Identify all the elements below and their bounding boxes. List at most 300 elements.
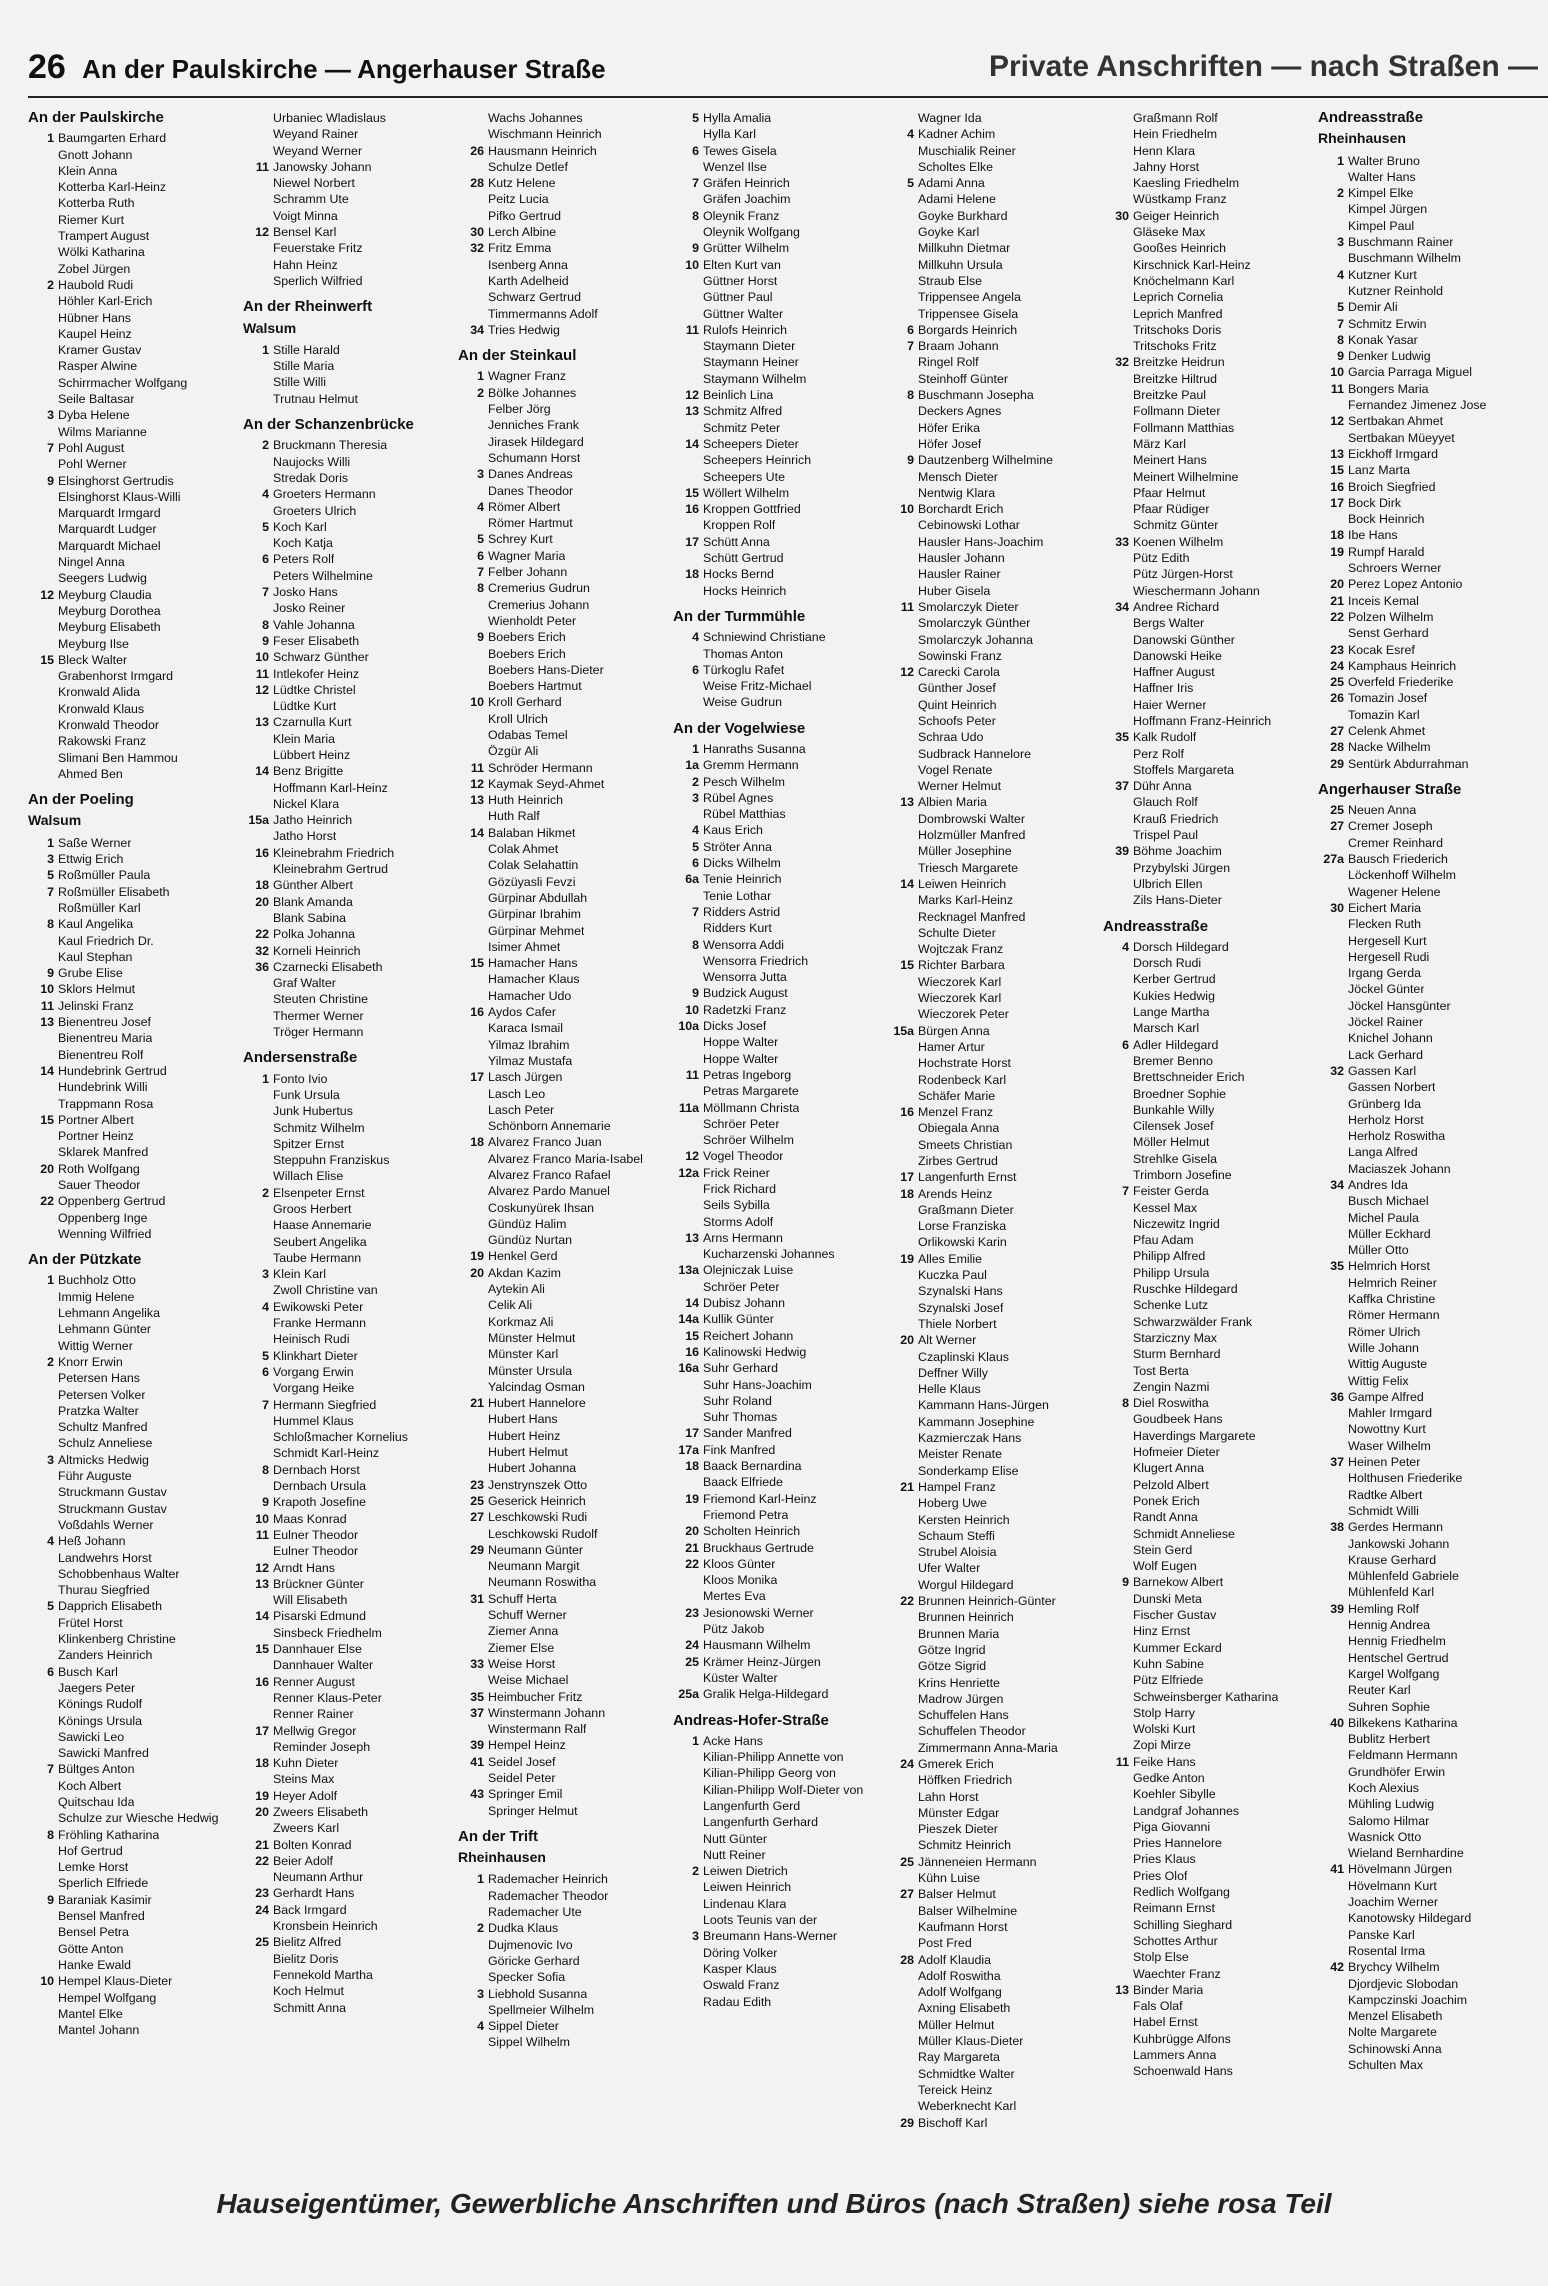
house-number: 12: [40, 587, 54, 602]
house-number: [1103, 1933, 1133, 1949]
resident-name: Pohl Werner: [58, 457, 127, 472]
resident-entry: [1318, 299, 1523, 315]
house-number: [673, 678, 703, 694]
resident-entry: [673, 1765, 878, 1781]
resident-name: Gräfen Heinrich: [703, 176, 790, 191]
resident-name: Waechter Franz: [1133, 1966, 1221, 1981]
resident-name: Seile Baltasar: [58, 392, 135, 407]
resident-entry: [888, 1512, 1093, 1528]
house-number: [1318, 1666, 1348, 1682]
resident-entry: [458, 841, 663, 857]
resident-entry: [673, 741, 878, 757]
house-number: 9: [692, 241, 699, 256]
resident-entry: [1103, 697, 1308, 713]
resident-name: Klein Karl: [273, 1267, 327, 1282]
resident-entry: [458, 1444, 663, 1460]
resident-entry: [1318, 316, 1523, 332]
resident-name: Ibe Hans: [1348, 528, 1398, 543]
resident-entry: [28, 916, 233, 932]
house-number: 12: [1330, 414, 1344, 429]
house-number: [28, 1435, 58, 1451]
house-number: [28, 1321, 58, 1337]
resident-name: Zengin Nazmi: [1133, 1379, 1210, 1394]
resident-name: Alles Emilie: [918, 1251, 983, 1266]
resident-name: Kaul Angelika: [58, 917, 134, 932]
resident-entry: [243, 208, 448, 224]
resident-entry: [458, 1134, 663, 1150]
resident-entry: [1318, 1030, 1523, 1046]
resident-name: Philipp Alfred: [1133, 1249, 1206, 1264]
resident-entry: [243, 1560, 448, 1576]
house-number: 11: [255, 159, 269, 174]
resident-name: Steuten Christine: [273, 992, 369, 1007]
house-number: [458, 1330, 488, 1346]
resident-name: Hylla Karl: [703, 127, 757, 142]
resident-entry: [888, 925, 1093, 941]
house-number: [1103, 1248, 1133, 1264]
resident-entry: [888, 566, 1093, 582]
house-number: [458, 727, 488, 743]
house-number: [1103, 1721, 1133, 1737]
house-number: [1103, 126, 1133, 142]
resident-entry: [1318, 201, 1523, 217]
resident-entry: [458, 110, 663, 126]
house-number: [673, 126, 703, 142]
resident-name: Wieczorek Karl: [918, 974, 1002, 989]
house-number: [888, 191, 918, 207]
house-number: 37: [470, 1705, 484, 1720]
resident-name: Schweinsberger Katharina: [1133, 1689, 1279, 1704]
resident-entry: [1318, 1063, 1523, 1079]
resident-name: Cremer Reinhard: [1348, 835, 1444, 850]
house-number: [673, 1831, 703, 1847]
resident-entry: [888, 1349, 1093, 1365]
resident-name: Hochstrate Horst: [918, 1056, 1011, 1071]
resident-entry: [1318, 1389, 1523, 1405]
house-number: [458, 808, 488, 824]
house-number: 21: [900, 1479, 914, 1494]
house-number: 1: [47, 1273, 54, 1288]
house-number: 15a: [248, 813, 269, 828]
house-number: [1103, 1542, 1133, 1558]
resident-name: Stille Maria: [273, 359, 335, 374]
house-number: [28, 212, 58, 228]
house-number: [28, 1096, 58, 1112]
resident-entry: [28, 1729, 233, 1745]
resident-entry: [1318, 981, 1523, 997]
resident-name: Kimpel Elke: [1348, 186, 1414, 201]
resident-entry: [28, 1177, 233, 1193]
resident-entry: [458, 1754, 663, 1770]
resident-entry: [458, 1167, 663, 1183]
house-number: [888, 469, 918, 485]
house-number: [1318, 1128, 1348, 1144]
house-number: 3: [477, 1986, 484, 2001]
house-number: [888, 289, 918, 305]
resident-entry: [1103, 1966, 1308, 1982]
resident-name: Perez Lopez Antonio: [1348, 577, 1463, 592]
house-number: [243, 975, 273, 991]
house-number: 15: [470, 956, 484, 971]
house-number: [458, 1118, 488, 1134]
house-number: [673, 1377, 703, 1393]
house-number: [1103, 485, 1133, 501]
house-number: [28, 1047, 58, 1063]
house-number: [28, 1875, 58, 1891]
house-number: [1103, 257, 1133, 273]
resident-name: Lammers Anna: [1133, 2048, 1217, 2063]
house-number: 35: [470, 1689, 484, 1704]
house-number: [1318, 1291, 1348, 1307]
resident-name: Hundebrink Gertrud: [58, 1063, 167, 1078]
resident-name: Koch Helmut: [273, 1984, 344, 1999]
resident-name: Frick Reiner: [703, 1165, 770, 1180]
resident-entry: [28, 900, 233, 916]
resident-entry: [243, 2000, 448, 2016]
house-number: [1318, 1226, 1348, 1242]
house-number: 8: [907, 388, 914, 403]
resident-name: Sonderkamp Elise: [918, 1463, 1019, 1478]
resident-entry: [1318, 250, 1523, 266]
resident-name: Jenniches Frank: [488, 418, 579, 433]
house-number: [1318, 2008, 1348, 2024]
resident-name: Ponek Erich: [1133, 1493, 1200, 1508]
house-number: 17: [470, 1070, 484, 1085]
house-number: [1103, 1314, 1133, 1330]
house-number: 20: [40, 1161, 54, 1176]
resident-entry: [673, 1230, 878, 1246]
resident-name: Ringel Rolf: [918, 355, 979, 370]
resident-entry: [673, 904, 878, 920]
resident-entry: [673, 273, 878, 289]
resident-name: Graf Walter: [273, 976, 336, 991]
resident-name: Richter Barbara: [918, 958, 1005, 973]
resident-name: Brunnen Heinrich-Günter: [918, 1594, 1056, 1609]
resident-entry: [888, 1626, 1093, 1642]
house-number: 43: [470, 1787, 484, 1802]
house-number: [243, 454, 273, 470]
resident-name: Menzel Elisabeth: [1348, 2009, 1443, 2024]
house-number: [243, 1168, 273, 1184]
resident-entry: [888, 436, 1093, 452]
resident-entry: [1103, 175, 1308, 191]
resident-entry: [888, 2049, 1093, 2065]
house-number: 29: [900, 2115, 914, 2130]
resident-entry: [28, 1696, 233, 1712]
resident-name: Hubert Johanna: [488, 1461, 577, 1476]
house-number: [888, 974, 918, 990]
house-number: [458, 1888, 488, 1904]
house-number: [28, 949, 58, 965]
house-number: 10: [685, 1002, 699, 1017]
resident-entry: [1318, 511, 1523, 527]
resident-entry: [243, 1527, 448, 1543]
resident-entry: [888, 126, 1093, 142]
resident-name: Rasper Alwine: [58, 359, 138, 374]
resident-entry: [1318, 2008, 1523, 2024]
resident-name: Jöckel Hansgünter: [1348, 998, 1451, 1013]
resident-entry: [888, 1495, 1093, 1511]
house-number: [1103, 892, 1133, 908]
resident-entry: [458, 2002, 663, 2018]
resident-name: Stolp Harry: [1133, 1705, 1195, 1720]
resident-name: Schmitz Wilhelm: [273, 1120, 365, 1135]
house-number: 41: [1330, 1862, 1344, 1877]
house-number: [243, 374, 273, 390]
resident-name: Janowsky Johann: [273, 159, 372, 174]
resident-entry: [1103, 354, 1308, 370]
resident-name: Schulte Dieter: [918, 925, 996, 940]
street-heading: An der Rheinwerft: [243, 298, 373, 316]
house-number: 14: [685, 1296, 699, 1311]
resident-name: Könings Rudolf: [58, 1697, 143, 1712]
resident-name: Isenberg Anna: [488, 257, 568, 272]
resident-entry: [243, 828, 448, 844]
resident-name: Ströter Anna: [703, 839, 772, 854]
resident-entry: [458, 1477, 663, 1493]
resident-name: Tritschoks Doris: [1133, 322, 1222, 337]
resident-entry: [28, 2022, 233, 2038]
resident-name: Sentürk Abdurrahman: [1348, 756, 1469, 771]
resident-name: Bergs Walter: [1133, 616, 1205, 631]
resident-entry: [1318, 756, 1523, 772]
resident-entry: [1318, 1275, 1523, 1291]
resident-entry: [673, 839, 878, 855]
resident-name: Trispel Paul: [1133, 828, 1198, 843]
resident-entry: [1318, 2057, 1523, 2073]
resident-entry: [243, 910, 448, 926]
resident-name: Sperlich Wilfried: [273, 273, 363, 288]
resident-entry: [673, 1132, 878, 1148]
resident-entry: [28, 949, 233, 965]
house-number: 12: [900, 665, 914, 680]
resident-entry: [458, 923, 663, 939]
resident-entry: [888, 159, 1093, 175]
resident-entry: [673, 1165, 878, 1181]
resident-entry: [28, 867, 233, 883]
house-number: 12: [470, 776, 484, 791]
resident-entry: [458, 808, 663, 824]
resident-entry: [458, 1656, 663, 1672]
resident-name: Randt Anna: [1133, 1510, 1198, 1525]
house-number: [458, 662, 488, 678]
house-number: [888, 680, 918, 696]
resident-entry: [673, 224, 878, 240]
resident-name: Beier Adolf: [273, 1853, 333, 1868]
resident-entry: [1103, 599, 1308, 615]
resident-entry: [1103, 1102, 1308, 1118]
resident-name: Wensorra Jutta: [703, 970, 787, 985]
resident-name: Oleynik Wolfgang: [703, 225, 800, 240]
house-number: [243, 1380, 273, 1396]
house-number: 10: [685, 257, 699, 272]
house-number: [888, 420, 918, 436]
house-number: [1103, 1656, 1133, 1672]
resident-name: Kaul Stephan: [58, 949, 133, 964]
resident-entry: [888, 1707, 1093, 1723]
resident-entry: [458, 727, 663, 743]
resident-name: Schirrmacher Wolfgang: [58, 375, 188, 390]
header-left-title: An der Paulskirche — Angerhauser Straße: [82, 54, 606, 84]
directory-column: [243, 110, 448, 2180]
house-number: 11: [685, 1067, 699, 1082]
resident-entry: [1103, 1379, 1308, 1395]
resident-entry: [1103, 1640, 1308, 1656]
house-number: 18: [685, 1459, 699, 1474]
resident-name: Lehmann Günter: [58, 1322, 151, 1337]
house-number: 11: [1115, 1754, 1129, 1769]
resident-name: Groeters Hermann: [273, 487, 376, 502]
house-number: [888, 892, 918, 908]
house-number: 16: [255, 1674, 269, 1689]
house-number: [1318, 625, 1348, 641]
resident-name: Neumann Roswitha: [488, 1575, 597, 1590]
resident-name: Gassen Norbert: [1348, 1080, 1436, 1095]
resident-name: Suhren Sophie: [1348, 1699, 1430, 1714]
resident-entry: [458, 776, 663, 792]
resident-entry: [1318, 835, 1523, 851]
district-heading: Rheinhausen: [458, 1849, 546, 1866]
resident-name: Zweers Elisabeth: [273, 1804, 369, 1819]
resident-name: Bruckhaus Gertrude: [703, 1540, 814, 1555]
resident-entry: [28, 587, 233, 603]
house-number: 15: [40, 1112, 54, 1127]
resident-entry: [888, 1642, 1093, 1658]
resident-name: Kummer Eckard: [1133, 1640, 1222, 1655]
resident-entry: [673, 1409, 878, 1425]
resident-entry: [888, 1186, 1093, 1202]
house-number: [1318, 933, 1348, 949]
resident-name: Back Irmgard: [273, 1902, 347, 1917]
resident-entry: [888, 452, 1093, 468]
house-number: [1318, 1650, 1348, 1666]
resident-entry: [1103, 1248, 1308, 1264]
resident-name: Dannhauer Else: [273, 1642, 362, 1657]
house-number: [458, 1937, 488, 1953]
house-number: [1103, 550, 1133, 566]
house-number: [888, 1935, 918, 1951]
resident-entry: [243, 273, 448, 289]
house-number: 13: [470, 793, 484, 808]
resident-entry: [673, 469, 878, 485]
resident-name: Koch Katja: [273, 536, 333, 551]
house-number: 13: [1330, 446, 1344, 461]
house-number: [28, 1990, 58, 2006]
resident-entry: [458, 971, 663, 987]
resident-entry: [673, 1262, 878, 1278]
resident-name: Jesionowski Werner: [703, 1605, 814, 1620]
house-number: [1318, 1112, 1348, 1128]
resident-entry: [888, 1088, 1093, 1104]
resident-entry: [28, 750, 233, 766]
resident-entry: [888, 306, 1093, 322]
house-number: [1103, 1167, 1133, 1183]
resident-name: Kuhn Sabine: [1133, 1656, 1204, 1671]
house-number: [1318, 1373, 1348, 1389]
house-number: [888, 1821, 918, 1837]
resident-name: Lorse Franziska: [918, 1219, 1007, 1234]
house-number: [458, 1086, 488, 1102]
resident-entry: [888, 1120, 1093, 1136]
house-number: 13: [255, 715, 269, 730]
resident-entry: [1318, 851, 1523, 867]
resident-entry: [458, 466, 663, 482]
resident-name: Dernbach Ursula: [273, 1479, 366, 1494]
resident-name: Buschmann Wilhelm: [1348, 251, 1461, 266]
house-number: 4: [1122, 939, 1129, 954]
page-header: [28, 48, 1548, 98]
house-number: [1103, 1770, 1133, 1786]
resident-name: Deckers Agnes: [918, 404, 1002, 419]
resident-entry: [673, 1360, 878, 1376]
resident-entry: [243, 1168, 448, 1184]
house-number: [1318, 1536, 1348, 1552]
resident-name: Lerch Albine: [488, 225, 557, 240]
house-number: [1103, 988, 1133, 1004]
resident-entry: [458, 224, 663, 240]
house-number: 34: [1115, 599, 1129, 614]
resident-entry: [243, 224, 448, 240]
resident-entry: [243, 143, 448, 159]
house-number: 15: [40, 652, 54, 667]
resident-entry: [28, 1990, 233, 2006]
resident-name: Lehmann Angelika: [58, 1306, 160, 1321]
resident-name: Goyke Burkhard: [918, 208, 1008, 223]
resident-entry: [458, 1574, 663, 1590]
house-number: [1103, 306, 1133, 322]
resident-entry: [458, 857, 663, 873]
resident-name: Tröger Hermann: [273, 1025, 364, 1040]
resident-name: Gooßes Heinrich: [1133, 241, 1226, 256]
resident-name: Pries Hannelore: [1133, 1836, 1222, 1851]
resident-entry: [673, 1507, 878, 1523]
house-number: [28, 733, 58, 749]
resident-name: Özgür Ali: [488, 744, 539, 759]
resident-name: Josko Hans: [273, 585, 338, 600]
house-number: [673, 371, 703, 387]
house-number: [888, 1512, 918, 1528]
house-number: 4: [477, 499, 484, 514]
resident-entry: [28, 1973, 233, 1989]
resident-entry: [28, 1501, 233, 1517]
house-number: [1318, 1340, 1348, 1356]
resident-name: Leprich Cornelia: [1133, 290, 1224, 305]
resident-entry: [243, 391, 448, 407]
house-number: [243, 2000, 273, 2016]
resident-entry: [243, 763, 448, 779]
resident-entry: [888, 2017, 1093, 2033]
house-number: [888, 1202, 918, 1218]
house-number: [1318, 1307, 1348, 1323]
resident-entry: [1103, 306, 1308, 322]
house-number: [28, 293, 58, 309]
resident-name: Schmidt Willi: [1348, 1503, 1419, 1518]
resident-entry: [673, 159, 878, 175]
house-number: 21: [255, 1837, 269, 1852]
resident-entry: [28, 603, 233, 619]
house-number: [1103, 289, 1133, 305]
house-number: [458, 1969, 488, 1985]
house-number: [458, 1297, 488, 1313]
resident-entry: [1318, 1324, 1523, 1340]
resident-name: Thiele Norbert: [918, 1316, 997, 1331]
house-number: 5: [907, 176, 914, 191]
house-number: 19: [1330, 544, 1344, 559]
resident-entry: [888, 224, 1093, 240]
resident-name: Portner Heinz: [58, 1129, 134, 1144]
house-number: [673, 1879, 703, 1895]
resident-entry: [28, 1550, 233, 1566]
